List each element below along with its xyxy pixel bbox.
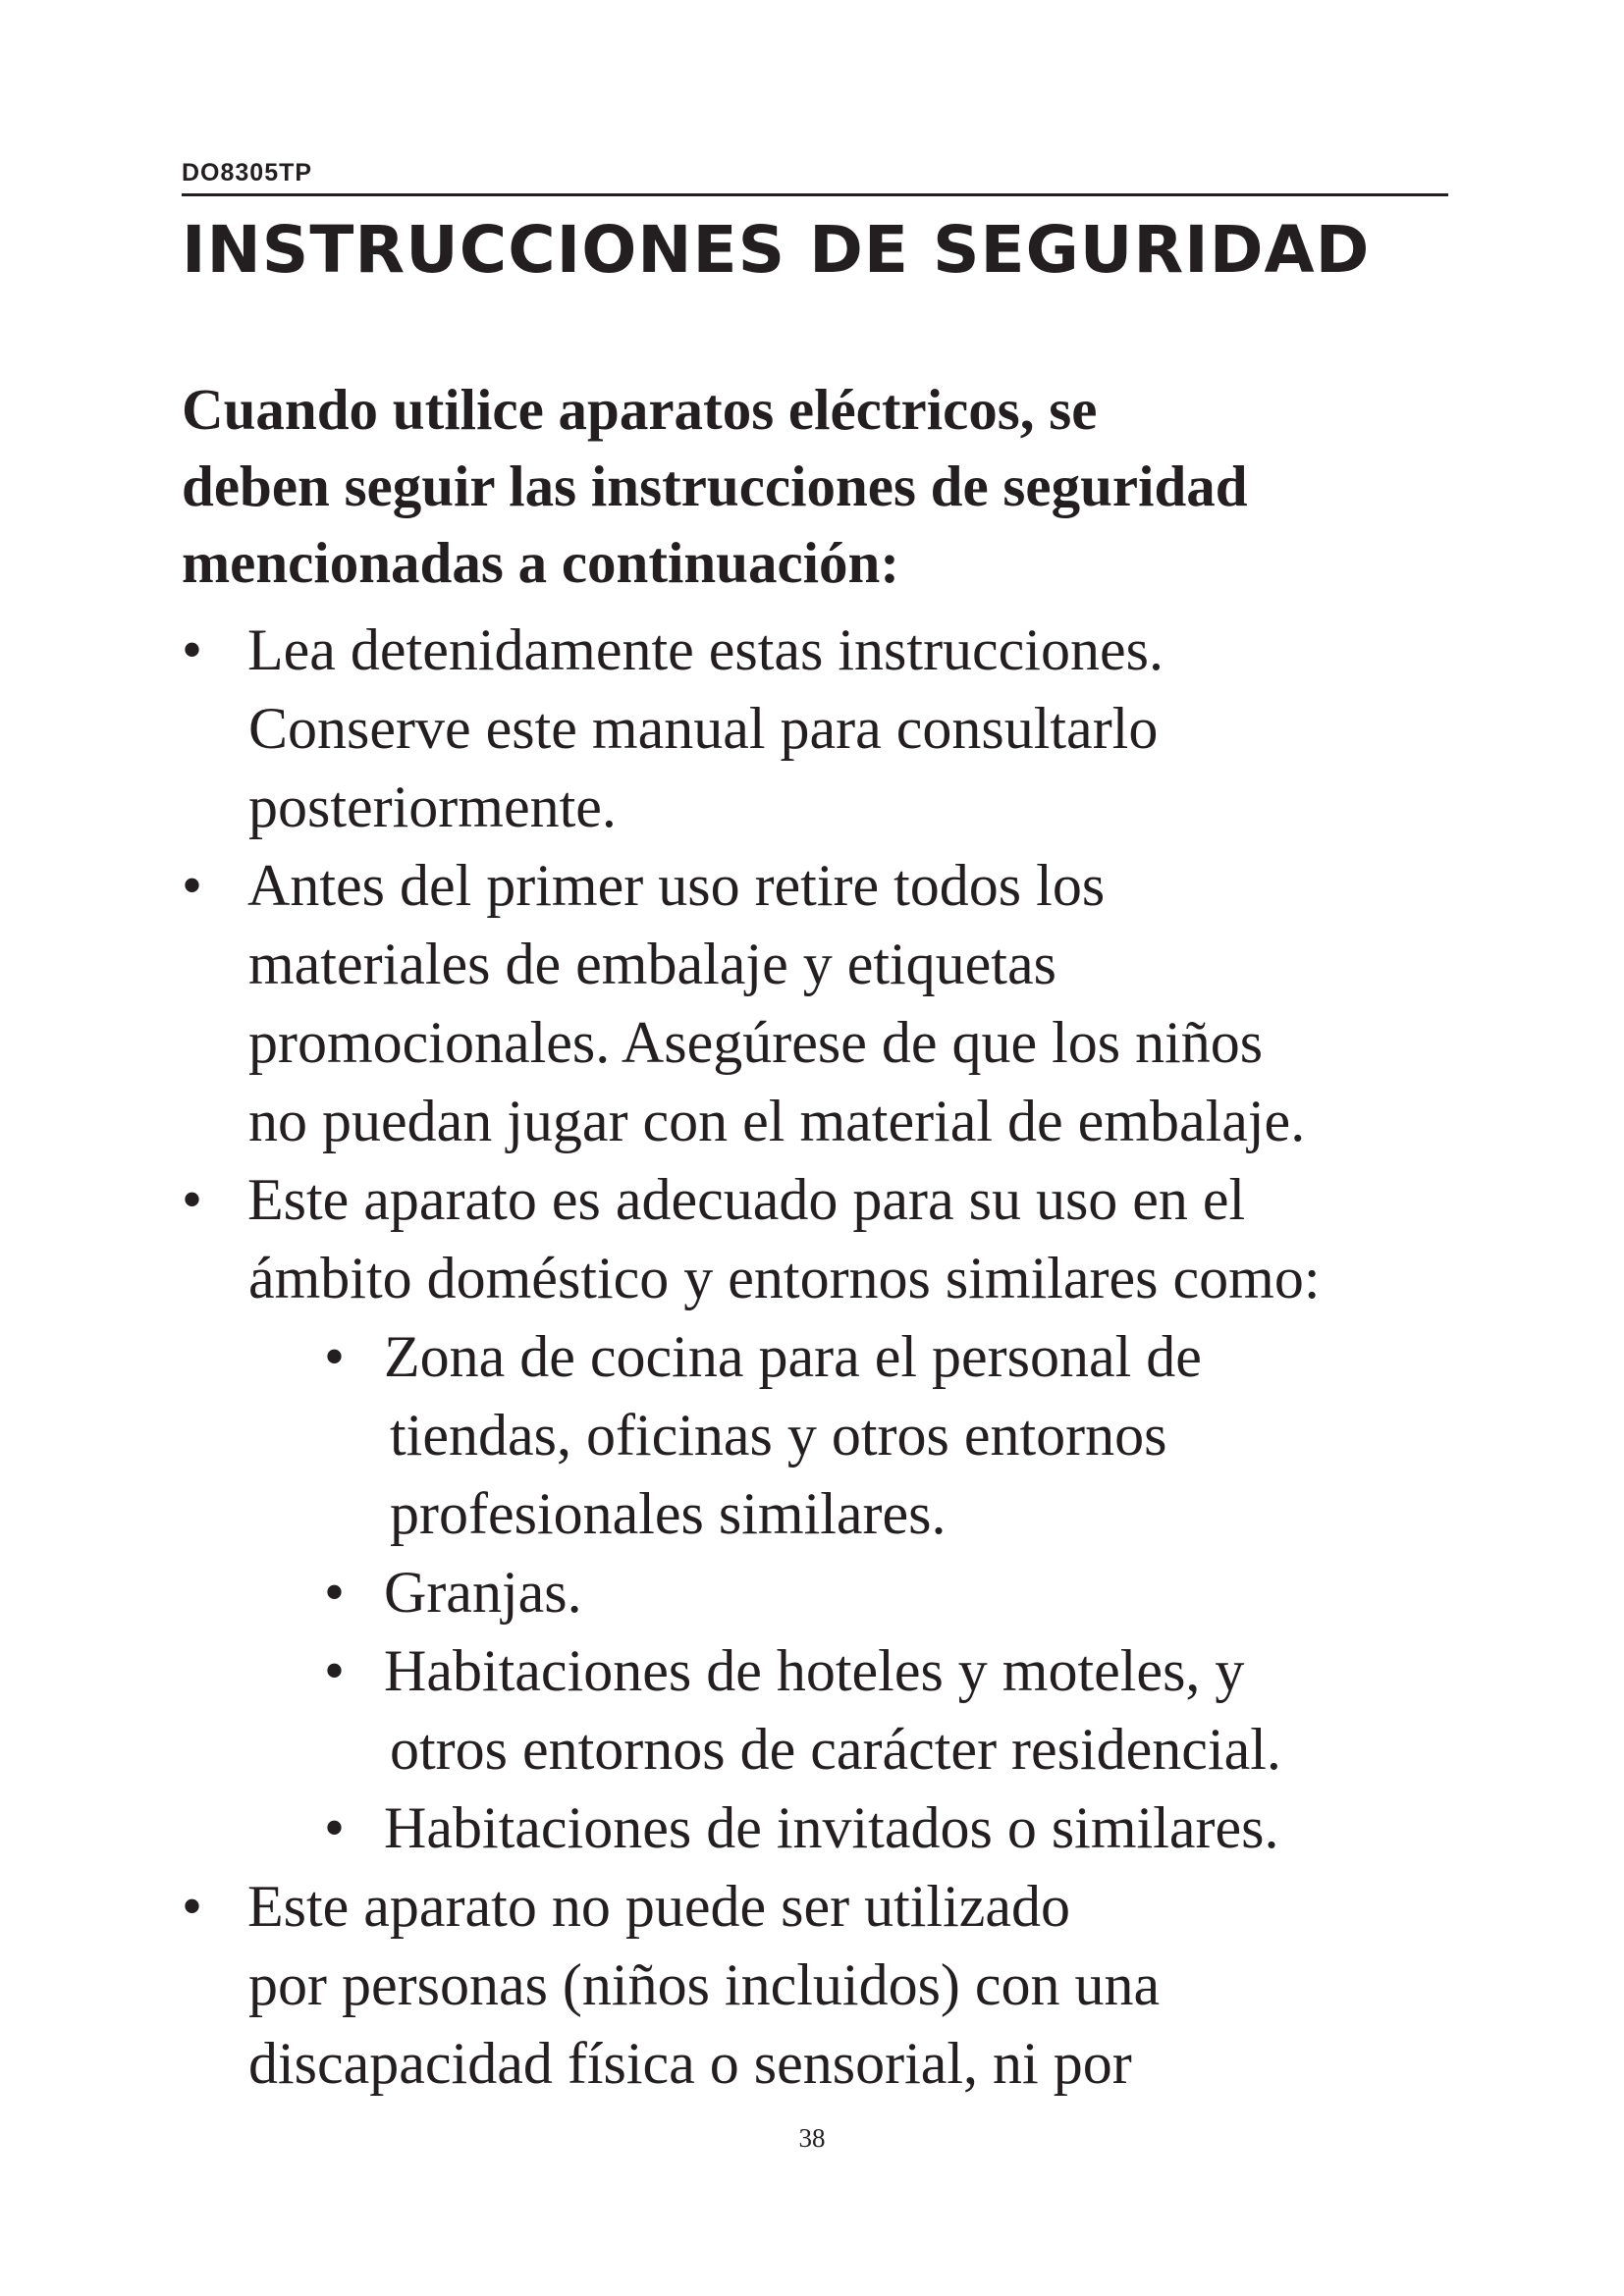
sub-list-item bbox=[182, 1317, 1478, 1553]
header-divider bbox=[182, 193, 1448, 196]
page-title: INSTRUCCIONES DE SEGURIDAD bbox=[182, 212, 1371, 288]
list-item-line: posteriormente. bbox=[248, 774, 617, 839]
list-item-line: discapacidad física o sensorial, ni por bbox=[248, 2031, 1132, 2096]
sub-list-item bbox=[182, 1553, 1478, 1631]
page-number: 38 bbox=[798, 2123, 826, 2153]
list-item-line: otros entornos de carácter residencial. bbox=[390, 1717, 1281, 1782]
intro-paragraph bbox=[182, 371, 1478, 601]
list-item-line: Conserve este manual para consultarlo bbox=[248, 696, 1159, 761]
bullet-icon: • bbox=[182, 1167, 203, 1232]
intro-line: mencionadas a continuación: bbox=[182, 530, 900, 595]
list-item-line: Antes del primer uso retire todos los bbox=[247, 853, 1106, 918]
list-item bbox=[182, 1867, 1478, 2103]
bullet-icon: • bbox=[182, 1874, 203, 1939]
bullet-icon: • bbox=[182, 853, 203, 918]
bullet-icon: • bbox=[324, 1795, 346, 1860]
list-item-line: no puedan jugar con el material de embalaje. bbox=[248, 1089, 1306, 1153]
model-number: DO8305TP bbox=[182, 159, 313, 187]
list-item-line: Habitaciones de invitados o similares. bbox=[384, 1795, 1279, 1860]
list-item-line: Zona de cocina para el personal de bbox=[384, 1324, 1202, 1389]
list-item-line: Habitaciones de hoteles y moteles, y bbox=[384, 1638, 1245, 1703]
list-item bbox=[182, 846, 1478, 1160]
list-item bbox=[182, 611, 1478, 846]
safety-instructions-list bbox=[182, 611, 1478, 2103]
intro-line: deben seguir las instrucciones de seguridad bbox=[182, 454, 1248, 518]
list-item-line: materiales de embalaje y etiquetas bbox=[248, 932, 1056, 996]
bullet-icon: • bbox=[182, 617, 203, 682]
list-item-line: Este aparato es adecuado para su uso en el bbox=[247, 1167, 1246, 1232]
list-item-line: ámbito doméstico y entornos similares como: bbox=[248, 1246, 1321, 1310]
list-item-line: promocionales. Asegúrese de que los niños bbox=[248, 1010, 1264, 1075]
list-item-line: profesionales similares. bbox=[390, 1481, 947, 1546]
list-item bbox=[182, 1160, 1478, 1317]
sub-list-item bbox=[182, 1789, 1478, 1867]
list-item-line: Lea detenidamente estas instrucciones. bbox=[247, 617, 1164, 682]
list-item-line: por personas (niños incluidos) con una bbox=[248, 1952, 1161, 2017]
bullet-icon: • bbox=[324, 1324, 346, 1389]
bullet-icon: • bbox=[324, 1560, 346, 1625]
sub-list-item bbox=[182, 1631, 1478, 1789]
list-item-line: tiendas, oficinas y otros entornos bbox=[390, 1403, 1167, 1468]
list-item-line: Este aparato no puede ser utilizado bbox=[247, 1874, 1071, 1939]
intro-line: Cuando utilice aparatos eléctricos, se bbox=[182, 377, 1098, 442]
bullet-icon: • bbox=[324, 1638, 346, 1703]
list-item-line: Granjas. bbox=[384, 1560, 582, 1625]
